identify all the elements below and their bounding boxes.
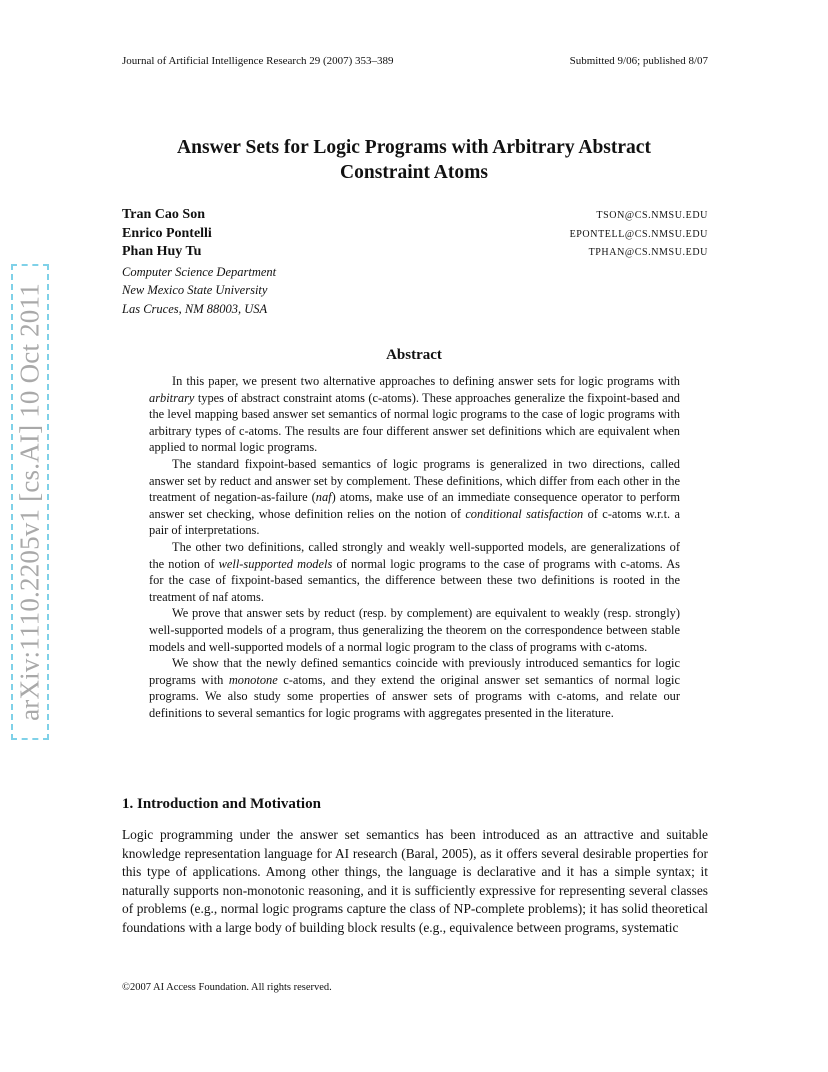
- title-line-2: Constraint Atoms: [340, 162, 488, 183]
- emphasis: conditional satisfaction: [465, 506, 584, 521]
- author-name: Tran Cao Son: [122, 207, 205, 222]
- affiliation-department: Computer Science Department: [122, 264, 277, 279]
- author-block: [122, 207, 708, 318]
- text-run: In this paper, we present two alternative approaches to defining answer sets for logic programs with: [172, 374, 680, 388]
- arxiv-identifier: arXiv:1110.2205v1 [cs.AI] 10 Oct 2011: [14, 283, 45, 721]
- author-name: Enrico Pontelli: [122, 225, 212, 241]
- affiliation-address: Las Cruces, NM 88003, USA: [122, 301, 268, 316]
- author-row: [122, 226, 708, 245]
- author-name: Phan Huy Tu: [122, 244, 202, 259]
- author-email: TSON@CS.NMSU.EDU: [596, 210, 708, 221]
- text-run: types of abstract constraint atoms (c-atoms). These approaches generalize the fixpoint-based and the level mapping based answer set semantics of normal logic programs to the case of logic programs with arbitrary types of c-atoms. The results are four different answer set definitions which are equivalent when applied to normal logic programs.: [149, 390, 680, 455]
- text-run: We show that the newly defined semantics coincide with previously introduced semantics for logic programs with: [149, 656, 680, 687]
- running-header: [122, 55, 708, 67]
- title-line-1: Answer Sets for Logic Programs with Arbitrary Abstract: [177, 137, 651, 158]
- author-row: [122, 244, 708, 263]
- text-run: The standard fixpoint-based semantics of logic programs is generalized in two directions, called answer set by reduct and answer set by complement. These definitions, which differ from each other in the treatment of negation-as-failure (: [149, 456, 680, 505]
- section-heading: 1. Introduction and Motivation: [122, 796, 321, 812]
- copyright-footer: ©2007 AI Access Foundation. All rights reserved.: [122, 982, 332, 993]
- text-run: ) atoms, make use of an immediate consequence operator to perform answer set checking, whose definition relies on the notion of: [149, 490, 680, 521]
- abstract-heading: Abstract: [386, 347, 442, 363]
- text-run: c-atoms, and they extend the original answer set semantics of normal logic programs. We also study some properties of answer sets of programs with c-atoms, and relate our definitions to several semantics for logic programs with aggregates presented in the literature.: [149, 672, 680, 720]
- intro-paragraph: Logic programming under the answer set semantics has been introduced as an attractive and suitable knowledge representation language for AI research (Baral, 2005), as it offers several desirable properties for this type of applications. Among other things, the language is declarative and it has a simple syntax; it naturally supports non-monotonic reasoning, and it is sufficiently expressive for representing several classes of problems (e.g., normal logic programs capture the class of NP-complete problems); it has solid theoretical foundations with a large body of building block results (e.g., equivalence between programs, systematic: [122, 827, 708, 935]
- affiliation-university: New Mexico State University: [122, 283, 268, 297]
- abstract-body: [149, 373, 680, 721]
- abstract-paragraph: [149, 655, 680, 721]
- abstract-paragraph: [149, 373, 680, 456]
- emphasis: well-supported models: [218, 556, 333, 571]
- text-run: of c-atoms w.r.t. a pair of interpretations.: [149, 506, 680, 538]
- author-email: TPHAN@CS.NMSU.EDU: [588, 247, 708, 258]
- abstract-paragraph: [149, 456, 680, 539]
- journal-citation: Journal of Artificial Intelligence Research 29 (2007) 353–389: [122, 55, 394, 67]
- submission-dates: Submitted 9/06; published 8/07: [569, 55, 708, 67]
- paper-title: [100, 135, 728, 185]
- author-row: [122, 207, 708, 226]
- text-run: The other two definitions, called strongly and weakly well-supported models, are generalizations of the notion of: [149, 539, 680, 571]
- abstract-paragraph: We prove that answer sets by reduct (resp. by complement) are equivalent to weakly (resp. strongly) well-supported models of a program, thus generalizing the theorem on the correspondence between stable models and well-supported models of a normal logic program to the class of programs with c-atoms.: [149, 606, 680, 654]
- emphasis: monotone: [228, 672, 278, 687]
- abstract-paragraph: [149, 539, 680, 605]
- text-run: of normal logic programs to the case of programs with c-atoms. As for the case of fixpoint-based semantics, the difference between these two definitions is rooted in the treatment of naf atoms.: [149, 556, 680, 604]
- emphasis: arbitrary: [149, 390, 195, 405]
- author-email: EPONTELL@CS.NMSU.EDU: [569, 228, 708, 240]
- emphasis: naf: [315, 490, 332, 505]
